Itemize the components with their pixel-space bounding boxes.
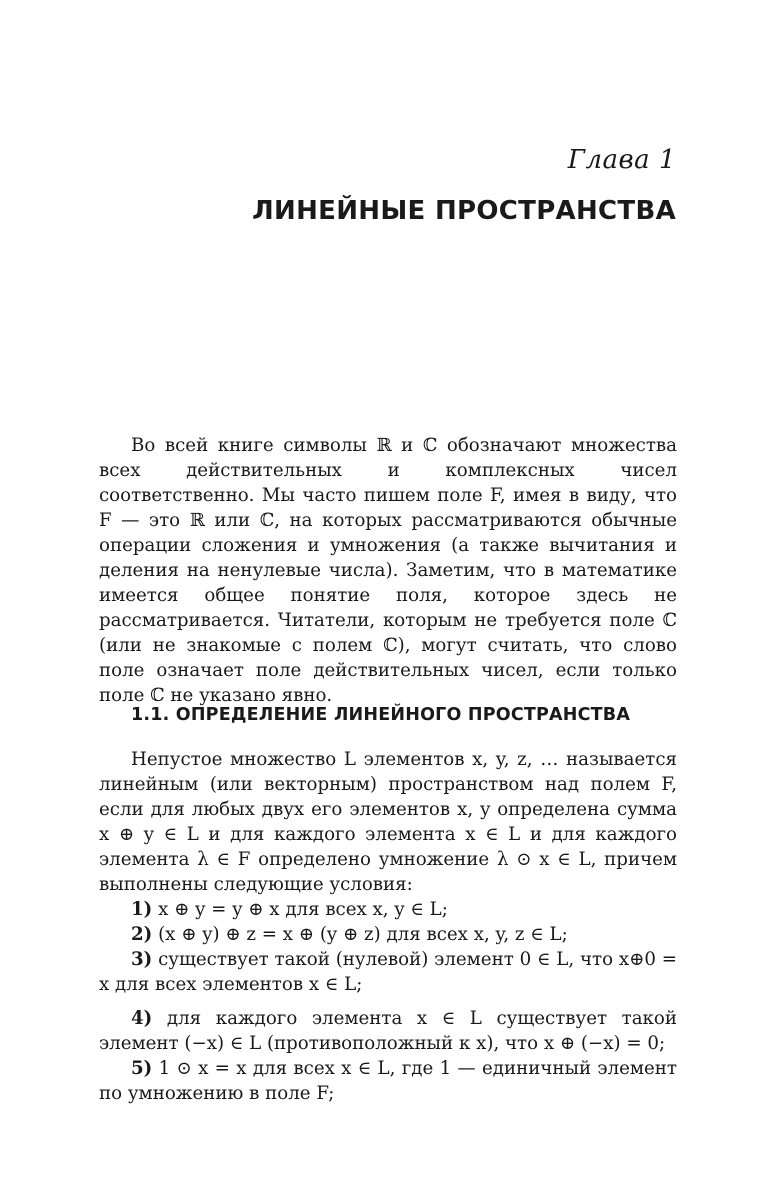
condition-2 bbox=[99, 922, 677, 947]
condition-text: существует такой (нулевой) элемент 0 ∈ L, что x⊕0 = x для всех элементов x ∈ L; bbox=[99, 949, 677, 995]
condition-number: 4) bbox=[131, 1008, 153, 1029]
condition-4 bbox=[99, 1006, 677, 1056]
condition-text: для каждого элемента x ∈ L существует такой элемент (−x) ∈ L (противоположный к x), что x ⊕ (−x) = 0; bbox=[99, 1008, 677, 1054]
condition-number: 3) bbox=[131, 949, 153, 970]
condition-text: 1 ⊙ x = x для всех x ∈ L, где 1 — единичный элемент по умножению в поле F; bbox=[99, 1058, 677, 1104]
condition-5 bbox=[99, 1056, 677, 1106]
definition-section bbox=[99, 747, 677, 1106]
condition-text: x ⊕ y = y ⊕ x для всех x, y ∈ L; bbox=[158, 899, 448, 920]
intro-paragraph: Во всей книге символы ℝ и ℂ обозначают множества всех действительных и комплексных чисел соответственно. Мы часто пишем поле F, имея в виду, что F — это ℝ или ℂ, на которых рассматриваются обычные операции сложения и умножения (а также вычитания и деления на ненулевые числа). Заметим, что в математике имеется общее понятие поля, которое здесь не рассматривается. Читатели, которым не требуется поле ℂ (или не знакомые с полем ℂ), могут считать, что слово поле означает поле действительных чисел, если только поле ℂ не указано явно. bbox=[99, 435, 677, 706]
intro-section bbox=[99, 433, 677, 708]
chapter-label: Глава 1 bbox=[567, 145, 676, 175]
condition-1 bbox=[99, 897, 677, 922]
condition-number: 1) bbox=[131, 899, 153, 920]
condition-number: 2) bbox=[131, 924, 153, 945]
condition-number: 5) bbox=[131, 1058, 153, 1079]
condition-3 bbox=[99, 947, 677, 997]
section-heading: 1.1. ОПРЕДЕЛЕНИЕ ЛИНЕЙНОГО ПРОСТРАНСТВА bbox=[131, 705, 631, 725]
condition-text: (x ⊕ y) ⊕ z = x ⊕ (y ⊕ z) для всех x, y, z ∈ L; bbox=[158, 924, 568, 945]
chapter-title: ЛИНЕЙНЫЕ ПРОСТРАНСТВА bbox=[252, 196, 676, 226]
definition-paragraph: Непустое множество L элементов x, y, z, … называется линейным (или векторным) пространством над полем F, если для любых двух его элементов x, y определена сумма x ⊕ y ∈ L и для каждого элемента x ∈ L и для каждого элемента λ ∈ F определено умножение λ ⊙ x ∈ L, причем выполнены следующие условия: bbox=[99, 749, 677, 895]
